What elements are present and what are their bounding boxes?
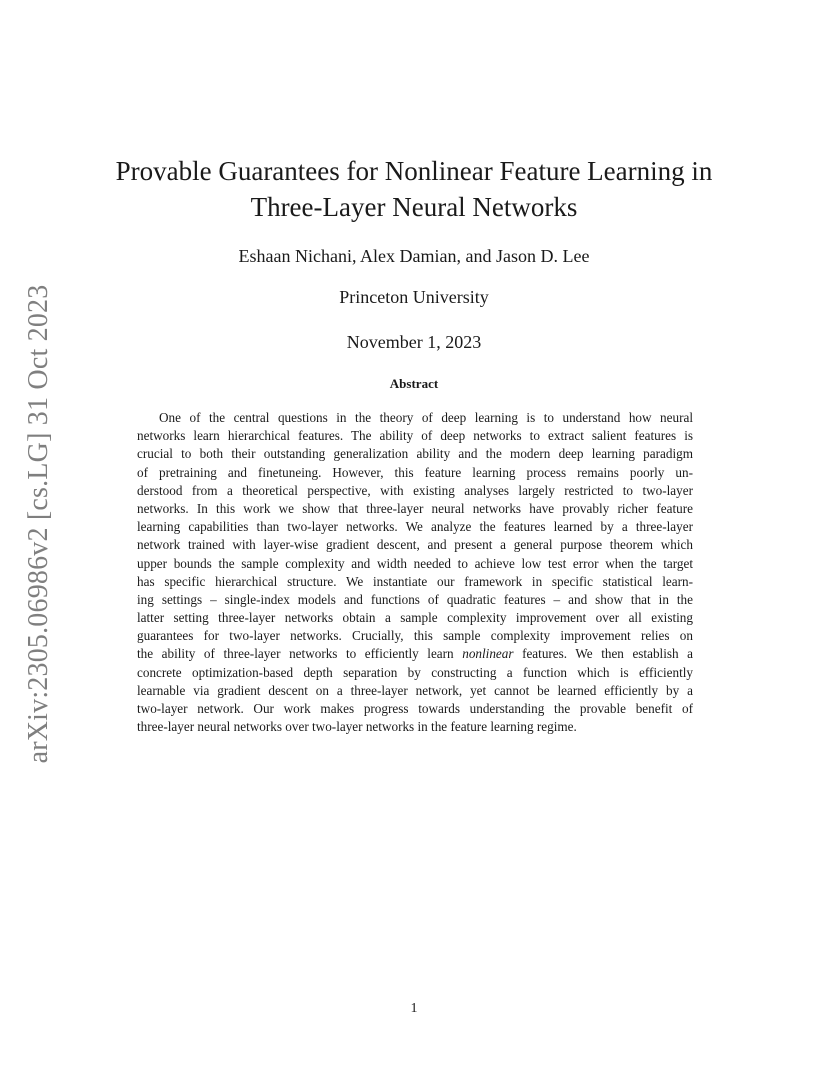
abstract-line-tail: features. We then establish a (513, 646, 694, 662)
abstract-line: networks learn hierarchical features. The ability of deep networks to extract salient features is (137, 428, 693, 444)
paper-authors: Eshaan Nichani, Alex Damian, and Jason D. Lee (238, 246, 590, 266)
abstract-line: three-layer neural networks over two-layer networks in the feature learning regime. (137, 719, 577, 735)
abstract-heading: Abstract (389, 376, 439, 391)
abstract-line: crucial to both their outstanding generalization ability and the modern deep learning paradigm (137, 446, 693, 462)
publication-date: November 1, 2023 (346, 332, 482, 352)
abstract-line: networks. In this work we show that three-layer neural networks have provably richer feature (137, 500, 693, 516)
abstract-line: concrete optimization-based depth separation by constructing a function which is efficiently (137, 664, 693, 680)
abstract-line-emphasis (137, 645, 693, 663)
title-line-2: Three-Layer Neural Networks (250, 192, 578, 222)
author-affiliation: Princeton University (339, 287, 489, 307)
abstract-line: latter setting three-layer networks obtain a sample complexity improvement over all existing (137, 610, 693, 626)
abstract-line: network trained with layer-wise gradient descent, and present a general purpose theorem which (137, 537, 693, 553)
abstract-line: learnable via gradient descent on a three-layer network, yet cannot be learned efficiently by a (137, 682, 693, 698)
abstract-line: has specific hierarchical structure. We instantiate our framework in specific statistical learn- (137, 573, 693, 589)
abstract-line-head: the ability of three-layer networks to efficiently learn (137, 646, 454, 662)
abstract-line: upper bounds the sample complexity and width needed to achieve low test error when the target (137, 555, 693, 571)
arxiv-identifier-stamp: arXiv:2305.06986v2 [cs.LG] 31 Oct 2023 (23, 284, 54, 764)
abstract-line: One of the central questions in the theory of deep learning is to understand how neural (159, 410, 693, 425)
abstract-line: ing settings – single-index models and functions of quadratic features – and show that in the (137, 591, 693, 607)
paper-title (0, 153, 828, 225)
title-line-1: Provable Guarantees for Nonlinear Feature Learning in (115, 156, 713, 186)
abstract-line: guarantees for two-layer networks. Crucially, this sample complexity improvement relies on (137, 628, 693, 644)
page-number: 1 (410, 1001, 418, 1016)
abstract-line: of pretraining and finetuneing. However, this feature learning process remains poorly un- (137, 464, 693, 480)
abstract-line: two-layer network. Our work makes progress towards understanding the provable benefit of (137, 701, 693, 716)
emphasized-word: nonlinear (462, 646, 514, 662)
abstract-body (137, 409, 693, 736)
abstract-line: learning capabilities than two-layer networks. We analyze the features learned by a three-layer (137, 519, 693, 535)
abstract-line: derstood from a theoretical perspective, with existing analyses largely restricted to two-layer (137, 482, 693, 498)
